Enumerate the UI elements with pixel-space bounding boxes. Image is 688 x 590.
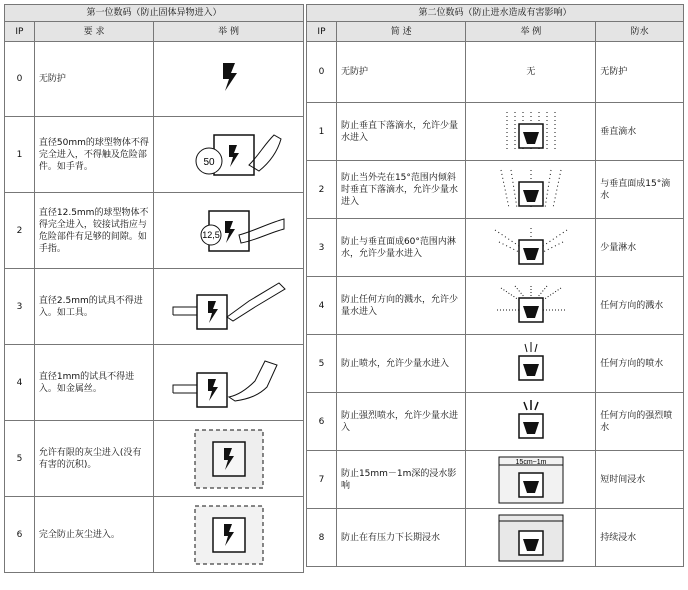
col-example: 举 例 bbox=[466, 22, 596, 42]
example-cell bbox=[466, 451, 596, 509]
table-row bbox=[307, 103, 684, 161]
table-row bbox=[307, 219, 684, 277]
immersion-depth-label: 15cm~1m bbox=[515, 458, 547, 466]
ip-code: 2 bbox=[307, 161, 337, 219]
example-cell bbox=[466, 335, 596, 393]
wire-test-icon bbox=[169, 353, 289, 413]
first-digit-title: 第一位数码（防止固体异物进入） bbox=[5, 5, 304, 22]
ip-code: 6 bbox=[5, 497, 35, 573]
waterproof-text: 持续浸水 bbox=[596, 509, 684, 567]
example-cell bbox=[154, 269, 304, 345]
ip-code: 5 bbox=[307, 335, 337, 393]
waterproof-text: 少量淋水 bbox=[596, 219, 684, 277]
table-row bbox=[5, 497, 304, 573]
table-row bbox=[307, 393, 684, 451]
table-row bbox=[5, 421, 304, 497]
col-ip: IP bbox=[5, 22, 35, 42]
ip-code: 1 bbox=[5, 117, 35, 193]
ip-code: 0 bbox=[5, 42, 35, 117]
description-text: 防止与垂直面成60°范围内淋水，允许少量水进入 bbox=[336, 219, 466, 277]
requirement-text: 无防护 bbox=[34, 42, 153, 117]
table-row bbox=[307, 509, 684, 567]
ip-code: 3 bbox=[307, 219, 337, 277]
example-cell bbox=[466, 509, 596, 567]
example-cell bbox=[154, 497, 304, 573]
waterproof-text: 短时间浸水 bbox=[596, 451, 684, 509]
example-cell bbox=[154, 345, 304, 421]
example-cell bbox=[466, 393, 596, 451]
col-ip: IP bbox=[307, 22, 337, 42]
ip-code: 4 bbox=[307, 277, 337, 335]
ball-size-label: 50 bbox=[203, 156, 215, 168]
waterproof-text: 与垂直面成15°滴水 bbox=[596, 161, 684, 219]
description-text: 防止垂直下落滴水，允许少量水进入 bbox=[336, 103, 466, 161]
finger-size-label: 12,5 bbox=[201, 229, 220, 240]
lightning-icon bbox=[209, 59, 249, 99]
description-text: 防止在有压力下长期浸水 bbox=[336, 509, 466, 567]
requirement-text: 直径50mm的球型物体不得完全进入，不得触及危险部件。如手背。 bbox=[34, 117, 153, 193]
col-requirement: 要 求 bbox=[34, 22, 153, 42]
table-row bbox=[307, 42, 684, 103]
ip-code: 4 bbox=[5, 345, 35, 421]
example-text: 无 bbox=[466, 42, 596, 103]
col-waterproof: 防水 bbox=[596, 22, 684, 42]
ip-code: 2 bbox=[5, 193, 35, 269]
ip-code: 3 bbox=[5, 269, 35, 345]
description-text: 无防护 bbox=[336, 42, 466, 103]
example-cell bbox=[154, 42, 304, 117]
table-row bbox=[5, 269, 304, 345]
ip-code: 1 bbox=[307, 103, 337, 161]
dust-tight-icon bbox=[169, 502, 289, 568]
table-row bbox=[5, 117, 304, 193]
splash-icon bbox=[491, 284, 571, 328]
dust-protected-icon bbox=[169, 426, 289, 492]
description-text: 防止强烈喷水，允许少量水进入 bbox=[336, 393, 466, 451]
requirement-text: 允许有限的灰尘进入(没有有害的沉积)。 bbox=[34, 421, 153, 497]
table-row bbox=[5, 42, 304, 117]
requirement-text: 完全防止灰尘进入。 bbox=[34, 497, 153, 573]
continuous-immersion-icon bbox=[491, 513, 571, 563]
ip-code: 0 bbox=[307, 42, 337, 103]
description-text: 防止喷水，允许少量水进入 bbox=[336, 335, 466, 393]
tool-test-icon bbox=[169, 277, 289, 337]
table-row bbox=[307, 161, 684, 219]
second-digit-table bbox=[306, 4, 684, 567]
temporary-immersion-icon bbox=[491, 455, 571, 505]
example-cell bbox=[154, 117, 304, 193]
spray-icon bbox=[491, 226, 571, 270]
example-cell bbox=[154, 421, 304, 497]
example-cell bbox=[466, 277, 596, 335]
requirement-text: 直径12.5mm的球型物体不得完全进入，铰接试指应与危险部件有足够的间隙。如手指。 bbox=[34, 193, 153, 269]
ip-code: 8 bbox=[307, 509, 337, 567]
table-row bbox=[307, 335, 684, 393]
jet-icon bbox=[491, 342, 571, 386]
requirement-text: 直径2.5mm的试具不得进入。如工具。 bbox=[34, 269, 153, 345]
table-row bbox=[5, 345, 304, 421]
second-digit-title: 第二位数码（防止进水造成有害影响） bbox=[307, 5, 684, 22]
ball-test-icon bbox=[169, 125, 289, 185]
description-text: 防止15mm－1m深的浸水影响 bbox=[336, 451, 466, 509]
example-cell bbox=[466, 161, 596, 219]
powerful-jet-icon bbox=[491, 400, 571, 444]
table-row bbox=[307, 277, 684, 335]
description-text: 防止当外壳在15°范围内倾斜时垂直下落滴水，允许少量水进入 bbox=[336, 161, 466, 219]
vertical-drip-icon bbox=[491, 110, 571, 154]
col-description: 简 述 bbox=[336, 22, 466, 42]
requirement-text: 直径1mm的试具不得进入。如金属丝。 bbox=[34, 345, 153, 421]
tilted-drip-icon bbox=[491, 168, 571, 212]
description-text: 防止任何方向的溅水，允许少量水进入 bbox=[336, 277, 466, 335]
finger-test-icon bbox=[169, 201, 289, 261]
waterproof-text: 任何方向的强烈喷水 bbox=[596, 393, 684, 451]
example-cell bbox=[154, 193, 304, 269]
table-row bbox=[5, 193, 304, 269]
waterproof-text: 垂直滴水 bbox=[596, 103, 684, 161]
first-digit-table bbox=[4, 4, 304, 573]
example-cell bbox=[466, 103, 596, 161]
waterproof-text: 无防护 bbox=[596, 42, 684, 103]
ip-code: 6 bbox=[307, 393, 337, 451]
col-example: 举 例 bbox=[154, 22, 304, 42]
table-row bbox=[307, 451, 684, 509]
waterproof-text: 任何方向的喷水 bbox=[596, 335, 684, 393]
example-cell bbox=[466, 219, 596, 277]
waterproof-text: 任何方向的溅水 bbox=[596, 277, 684, 335]
ip-code: 7 bbox=[307, 451, 337, 509]
ip-code: 5 bbox=[5, 421, 35, 497]
